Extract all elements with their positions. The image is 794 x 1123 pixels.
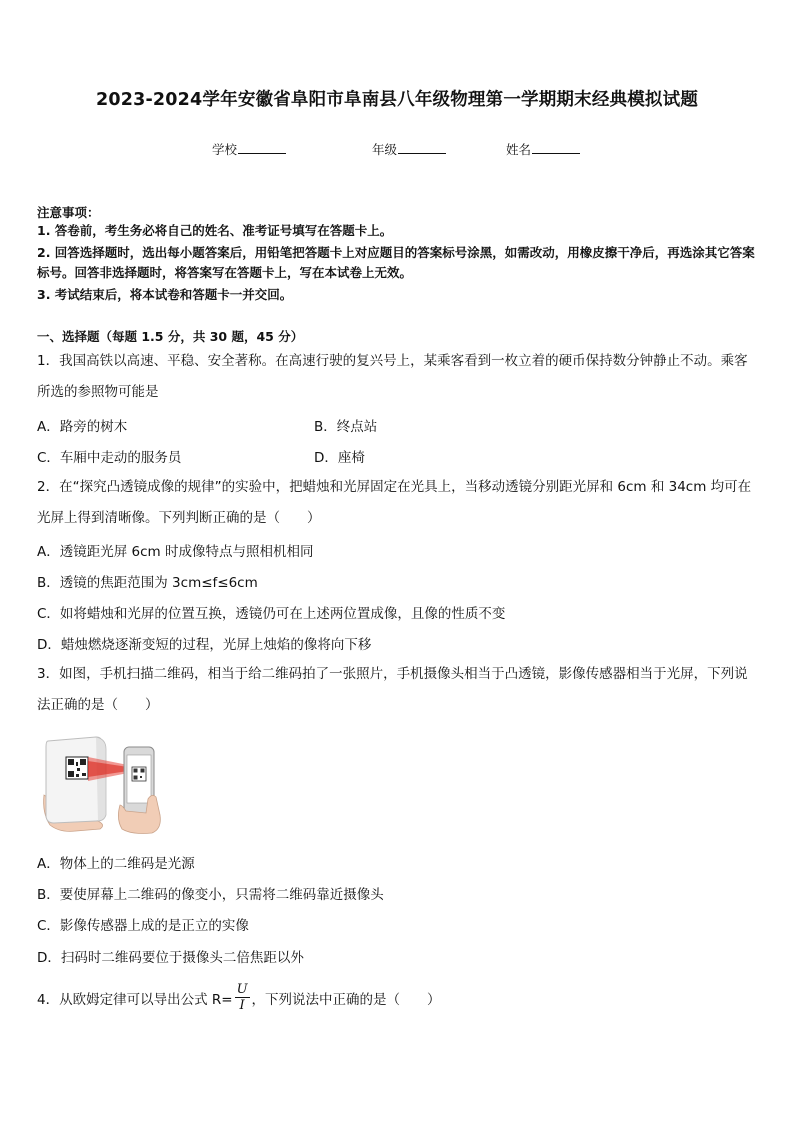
name-label: 姓名 xyxy=(506,142,532,157)
q1-option-c: C．车厢中走动的服务员 xyxy=(37,450,182,466)
notice-item: 3. 考试结束后，将本试卷和答题卡一并交回。 xyxy=(37,287,293,302)
q2-option-b: B．透镜的焦距范围为 3cm≤f≤6cm xyxy=(37,575,258,591)
q1-option-d: D．座椅 xyxy=(314,450,365,466)
q2-option-a: A．透镜距光屏 6cm 时成像特点与照相机相同 xyxy=(37,544,314,560)
grade-blank xyxy=(398,143,446,154)
q3-option-c: C．影像传感器上成的是正立的实像 xyxy=(37,918,249,934)
grade-field xyxy=(372,140,446,158)
grade-label: 年级 xyxy=(372,142,398,157)
question-1-stem: 1．我国高铁以高速、平稳、安全著称。在高速行驶的复兴号上，某乘客看到一枚立着的硬币保持数分钟静止不动。乘客所选的参照物可能是 xyxy=(37,353,748,400)
q3-option-b: B．要使屏幕上二维码的像变小，只需将二维码靠近摄像头 xyxy=(37,887,384,903)
notice-item: 2. 回答选择题时，选出每小题答案后，用铅笔把答题卡上对应题目的答案标号涂黑，如需改动，用橡皮擦干净后，再选涂其它答案标号。回答非选择题时，将答案写在答题卡上，写在本试卷上无效。 xyxy=(37,245,755,280)
page-title: 2023-2024学年安徽省阜阳市阜南县八年级物理第一学期期末经典模拟试题 xyxy=(95,90,699,110)
q3-option-d: D．扫码时二维码要位于摄像头二倍焦距以外 xyxy=(37,950,304,966)
fraction-numerator: U xyxy=(236,982,248,997)
question-4-stem xyxy=(37,982,441,1013)
school-blank xyxy=(238,143,286,154)
fraction-denominator: I xyxy=(239,998,245,1013)
q4-suffix: ，下列说法中正确的是（ ） xyxy=(251,991,441,1008)
q2-option-d: D．蜡烛燃烧逐渐变短的过程，光屏上烛焰的像将向下移 xyxy=(37,637,372,653)
q1-option-b: B．终点站 xyxy=(314,419,378,435)
question-2-stem: 2．在“探究凸透镜成像的规律”的实验中，把蜡烛和光屏固定在光具上，当移动透镜分别距光屏和 6cm 和 34cm 均可在光屏上得到清晰像。下列判断正确的是（ ） xyxy=(37,479,752,526)
notice-heading: 注意事项： xyxy=(37,205,100,220)
q3-option-a: A．物体上的二维码是光源 xyxy=(37,856,195,872)
question-3-stem: 3．如图，手机扫描二维码，相当于给二维码拍了一张照片，手机摄像头相当于凸透镜，影像传感器相当于光屏，下列说法正确的是（ ） xyxy=(37,666,748,713)
q1-option-a: A．路旁的树木 xyxy=(37,419,128,435)
school-label: 学校 xyxy=(212,142,238,157)
name-blank xyxy=(532,143,580,154)
name-field xyxy=(506,140,580,158)
school-field xyxy=(212,140,286,158)
qr-scan-figure xyxy=(40,735,164,835)
ohm-fraction xyxy=(235,982,250,1013)
q2-option-c: C．如将蜡烛和光屏的位置互换，透镜仍可在上述两位置成像，且像的性质不变 xyxy=(37,606,506,622)
q4-prefix: 4．从欧姆定律可以导出公式 R= xyxy=(37,991,233,1008)
notice-item: 1. 答卷前，考生务必将自己的姓名、准考证号填写在答题卡上。 xyxy=(37,223,393,238)
section-heading: 一、选择题（每题 1.5 分，共 30 题，45 分） xyxy=(37,329,304,344)
